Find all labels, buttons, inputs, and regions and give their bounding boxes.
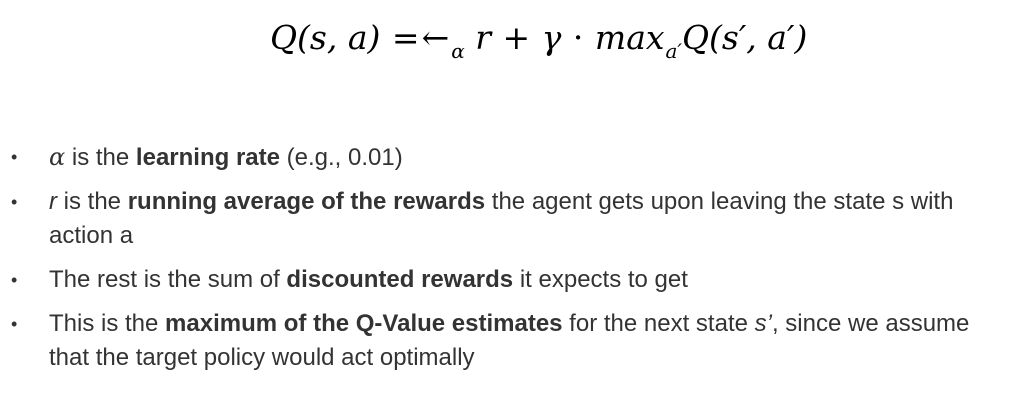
- bullet-text: the agent gets upon leaving the state s with action a: [49, 188, 954, 249]
- bullet-text: for the next state: [562, 310, 755, 337]
- bullet-text: it expects to get: [513, 266, 688, 293]
- bullet-bold-term: running average of the rewards: [127, 188, 486, 215]
- equation-rhs-q: Q(s′, a′): [681, 18, 808, 57]
- equation-lhs: Q(s, a): [270, 18, 381, 57]
- list-item-discounted: [0, 263, 1025, 297]
- list-item-reward: [0, 185, 1025, 253]
- equation-max-subscript: a′: [665, 39, 682, 63]
- next-state-symbol: s’: [754, 310, 772, 337]
- bullet-text: is the: [57, 188, 128, 215]
- equation-plus: +: [502, 18, 531, 57]
- bullet-icon: •: [11, 270, 18, 290]
- equation-alpha-subscript: α: [451, 39, 465, 63]
- bullet-text: (e.g., 0.01): [279, 144, 403, 171]
- bullet-icon: •: [11, 314, 18, 334]
- bullet-text: The rest is the sum of: [49, 266, 287, 293]
- bullet-bold-term: discounted rewards: [286, 266, 514, 293]
- q-learning-equation: [270, 18, 808, 63]
- equation-gamma: γ: [541, 18, 562, 57]
- bullet-icon: •: [11, 192, 18, 212]
- equation-dot: ·: [572, 18, 584, 57]
- equation-arrow: ←: [421, 18, 450, 57]
- bullet-text: is the: [65, 144, 136, 171]
- list-item-alpha: [0, 140, 1025, 175]
- equation-equals: =: [391, 18, 420, 57]
- bullet-bold-term: learning rate: [135, 144, 280, 171]
- reward-symbol: r: [49, 188, 57, 215]
- bullet-icon: •: [11, 147, 18, 167]
- bullet-text: , since we assume that the target policy would act optimally: [49, 310, 970, 371]
- equation-reward: r: [475, 18, 492, 57]
- bullet-text: This is the: [49, 310, 166, 337]
- list-item-max-q: [0, 307, 1025, 375]
- explanation-list: [0, 140, 1025, 385]
- alpha-symbol: α: [49, 143, 66, 171]
- bullet-bold-term: maximum of the Q-Value estimates: [165, 310, 563, 337]
- equation-max: max: [594, 18, 665, 57]
